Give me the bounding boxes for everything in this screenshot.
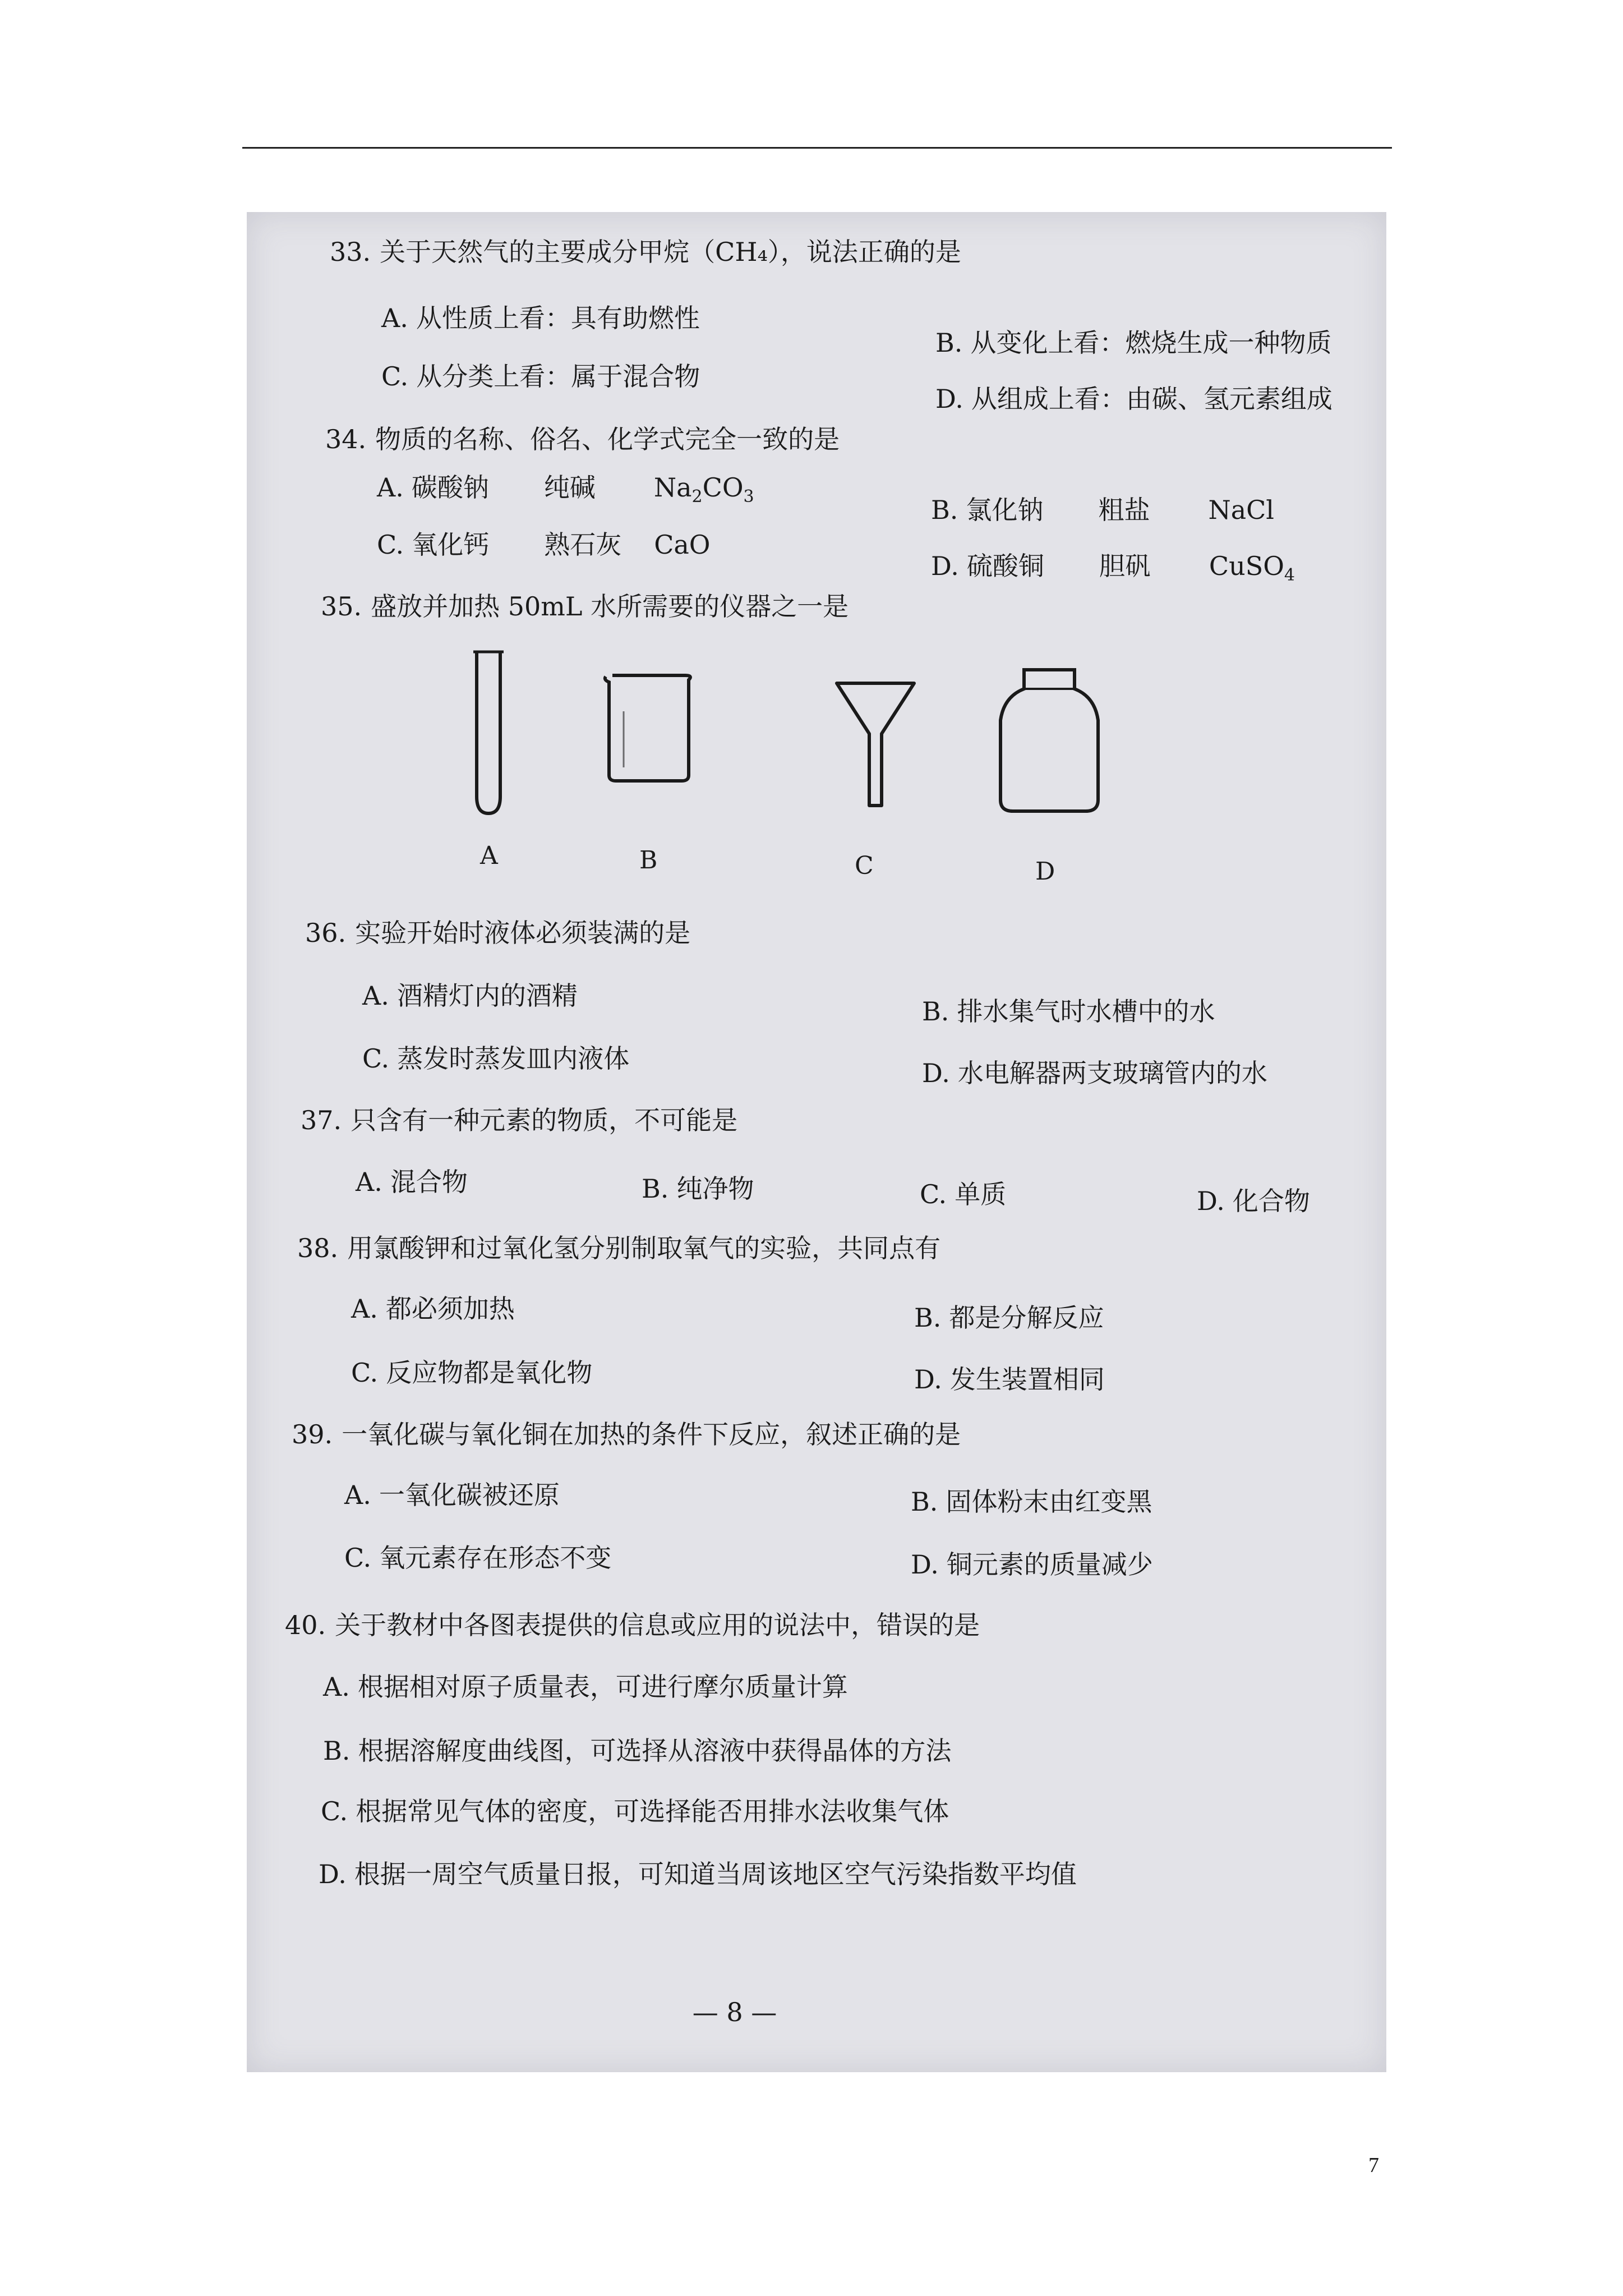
option-text: 反应物都是氧化物 xyxy=(386,1358,593,1388)
option-text: 纯净物 xyxy=(676,1174,754,1204)
question-number: 38. xyxy=(297,1233,339,1263)
question-text: 只含有一种元素的物质，不可能是 xyxy=(351,1105,738,1135)
instrument-label-d: D xyxy=(1035,857,1055,886)
option-40-a xyxy=(323,1674,848,1700)
option-33-d xyxy=(935,386,1332,412)
option-letter: A. xyxy=(356,1167,382,1197)
option-text: 根据一周空气质量日报，可知道当周该地区空气污染指数平均值 xyxy=(354,1859,1077,1889)
wide-mouth-bottle-icon xyxy=(996,666,1103,817)
option-letter: D. xyxy=(1197,1186,1225,1216)
question-text: 物质的名称、俗名、化学式完全一致的是 xyxy=(375,424,840,454)
question-37 xyxy=(301,1107,737,1133)
option-34-a xyxy=(377,472,754,507)
option-letter: B. xyxy=(323,1736,351,1766)
option-text: 固体粉末由红变黑 xyxy=(946,1487,1152,1517)
option-33-c xyxy=(381,361,700,392)
question-38 xyxy=(297,1235,940,1261)
question-number: 35. xyxy=(321,591,362,622)
question-40 xyxy=(285,1612,980,1638)
question-34 xyxy=(325,426,840,452)
question-text: 一氧化碳与氧化铜在加热的条件下反应，叙述正确的是 xyxy=(342,1419,961,1450)
option-letter: A. xyxy=(381,303,408,333)
option-letter: B. xyxy=(642,1174,669,1204)
option-38-a xyxy=(351,1296,515,1322)
question-text: 关于天然气的主要成分甲烷（CH₄），说法正确的是 xyxy=(380,237,961,267)
chemical-formula: $Na_2CO_3$ xyxy=(653,472,754,507)
question-number: 36. xyxy=(305,918,347,948)
option-text: 都必须加热 xyxy=(385,1294,515,1324)
option-36-b xyxy=(922,996,1215,1027)
question-number: 33. xyxy=(330,237,371,267)
option-letter: B. xyxy=(911,1487,938,1517)
option-text: 发生装置相同 xyxy=(949,1364,1105,1395)
option-40-b xyxy=(323,1738,951,1764)
question-33 xyxy=(330,239,961,265)
option-text: 混合物 xyxy=(390,1167,468,1197)
question-text: 实验开始时液体必须装满的是 xyxy=(355,918,691,948)
option-text: 从变化上看：燃烧生成一种物质 xyxy=(970,328,1332,358)
instrument-label-c: C xyxy=(855,852,874,880)
option-text: 从组成上看：由碳、氢元素组成 xyxy=(971,384,1332,414)
substance-name: 碳酸钠 xyxy=(411,472,489,503)
option-text: 根据溶解度曲线图，可选择从溶液中获得晶体的方法 xyxy=(358,1736,952,1766)
option-letter: D. xyxy=(931,551,959,581)
question-number: 40. xyxy=(285,1610,326,1640)
option-letter: D. xyxy=(922,1058,950,1088)
option-letter: D. xyxy=(914,1364,942,1395)
substance-name: 氯化钠 xyxy=(966,495,1044,525)
outer-page-number: 7 xyxy=(1368,2154,1379,2177)
option-40-c xyxy=(321,1798,949,1824)
option-letter: C. xyxy=(377,530,404,560)
option-34-c xyxy=(377,532,711,558)
option-letter: D. xyxy=(935,384,963,414)
option-39-c xyxy=(344,1545,611,1571)
option-38-c xyxy=(351,1360,592,1386)
beaker-icon xyxy=(601,672,697,786)
option-33-a xyxy=(381,305,700,331)
option-text: 铜元素的质量减少 xyxy=(946,1549,1153,1580)
option-text: 根据常见气体的密度，可选择能否用排水法收集气体 xyxy=(356,1796,949,1826)
option-text: 排水集气时水槽中的水 xyxy=(957,996,1215,1027)
option-letter: C. xyxy=(381,361,409,392)
option-letter: A. xyxy=(362,981,389,1011)
option-letter: C. xyxy=(362,1043,390,1074)
chemical-formula: CuSO$_4$ xyxy=(1209,551,1295,586)
question-text: 关于教材中各图表提供的信息或应用的说法中，错误的是 xyxy=(335,1610,980,1640)
option-letter: D. xyxy=(911,1549,939,1580)
substance-name: 氧化钙 xyxy=(412,530,490,560)
option-37-d xyxy=(1197,1188,1310,1214)
option-text: 都是分解反应 xyxy=(949,1303,1104,1333)
option-text: 从分类上看：属于混合物 xyxy=(416,361,700,392)
option-38-b xyxy=(914,1305,1104,1331)
option-text: 氧元素存在形态不变 xyxy=(379,1543,612,1573)
option-letter: A. xyxy=(351,1294,378,1324)
option-38-d xyxy=(914,1364,1105,1395)
option-letter: C. xyxy=(351,1358,379,1388)
common-name: 胆矾 xyxy=(1099,551,1151,581)
option-letter: C. xyxy=(344,1543,372,1573)
question-text: 用氯酸钾和过氧化氢分别制取氧气的实验，共同点有 xyxy=(347,1233,941,1263)
option-letter: A. xyxy=(377,472,404,503)
option-40-d xyxy=(319,1861,1077,1887)
option-36-d xyxy=(922,1060,1267,1086)
option-text: 从性质上看：具有助燃性 xyxy=(416,303,700,333)
option-text: 根据相对原子质量表，可进行摩尔质量计算 xyxy=(357,1672,848,1702)
option-letter: C. xyxy=(321,1796,348,1826)
option-34-b xyxy=(931,497,1274,523)
question-number: 34. xyxy=(325,424,367,454)
chemical-formula: CaO xyxy=(654,530,711,560)
option-text: 化合物 xyxy=(1232,1186,1310,1216)
instrument-label-b: B xyxy=(639,846,658,875)
option-37-c xyxy=(920,1181,1006,1207)
option-39-b xyxy=(911,1489,1152,1515)
question-number: 37. xyxy=(301,1105,342,1135)
option-36-c xyxy=(362,1043,630,1074)
option-36-a xyxy=(362,983,578,1009)
option-letter: A. xyxy=(344,1480,371,1510)
instrument-label-a: A xyxy=(480,841,498,870)
option-text: 水电解器两支玻璃管内的水 xyxy=(957,1058,1267,1088)
option-letter: A. xyxy=(323,1672,350,1702)
substance-name: 硫酸铜 xyxy=(966,551,1044,581)
option-37-a xyxy=(356,1169,468,1195)
option-34-d xyxy=(931,553,1295,584)
option-37-b xyxy=(642,1176,754,1202)
option-letter: B. xyxy=(935,328,963,358)
option-39-a xyxy=(344,1482,560,1508)
option-text: 单质 xyxy=(955,1179,1007,1209)
chemical-formula: NaCl xyxy=(1208,495,1275,525)
option-33-b xyxy=(935,330,1331,356)
option-letter: B. xyxy=(922,996,949,1027)
common-name: 粗盐 xyxy=(1098,495,1150,525)
question-36 xyxy=(305,920,690,946)
question-39 xyxy=(292,1419,961,1450)
question-35 xyxy=(321,591,849,622)
option-letter: B. xyxy=(914,1303,942,1333)
option-39-d xyxy=(911,1549,1153,1580)
option-text: 蒸发时蒸发皿内液体 xyxy=(397,1043,630,1074)
question-number: 39. xyxy=(292,1419,333,1450)
funnel-icon xyxy=(833,680,917,811)
option-letter: B. xyxy=(931,495,958,525)
inner-page-label: — 8 — xyxy=(692,1997,777,2027)
header-rule xyxy=(242,147,1392,149)
common-name: 纯碱 xyxy=(543,472,596,503)
test-tube-icon xyxy=(469,650,508,820)
option-text: 酒精灯内的酒精 xyxy=(396,981,578,1011)
question-text: 盛放并加热 50mL 水所需要的仪器之一是 xyxy=(371,591,849,622)
option-text: 一氧化碳被还原 xyxy=(379,1480,560,1510)
option-letter: D. xyxy=(319,1859,347,1889)
option-letter: C. xyxy=(920,1179,947,1209)
common-name: 熟石灰 xyxy=(544,530,622,560)
